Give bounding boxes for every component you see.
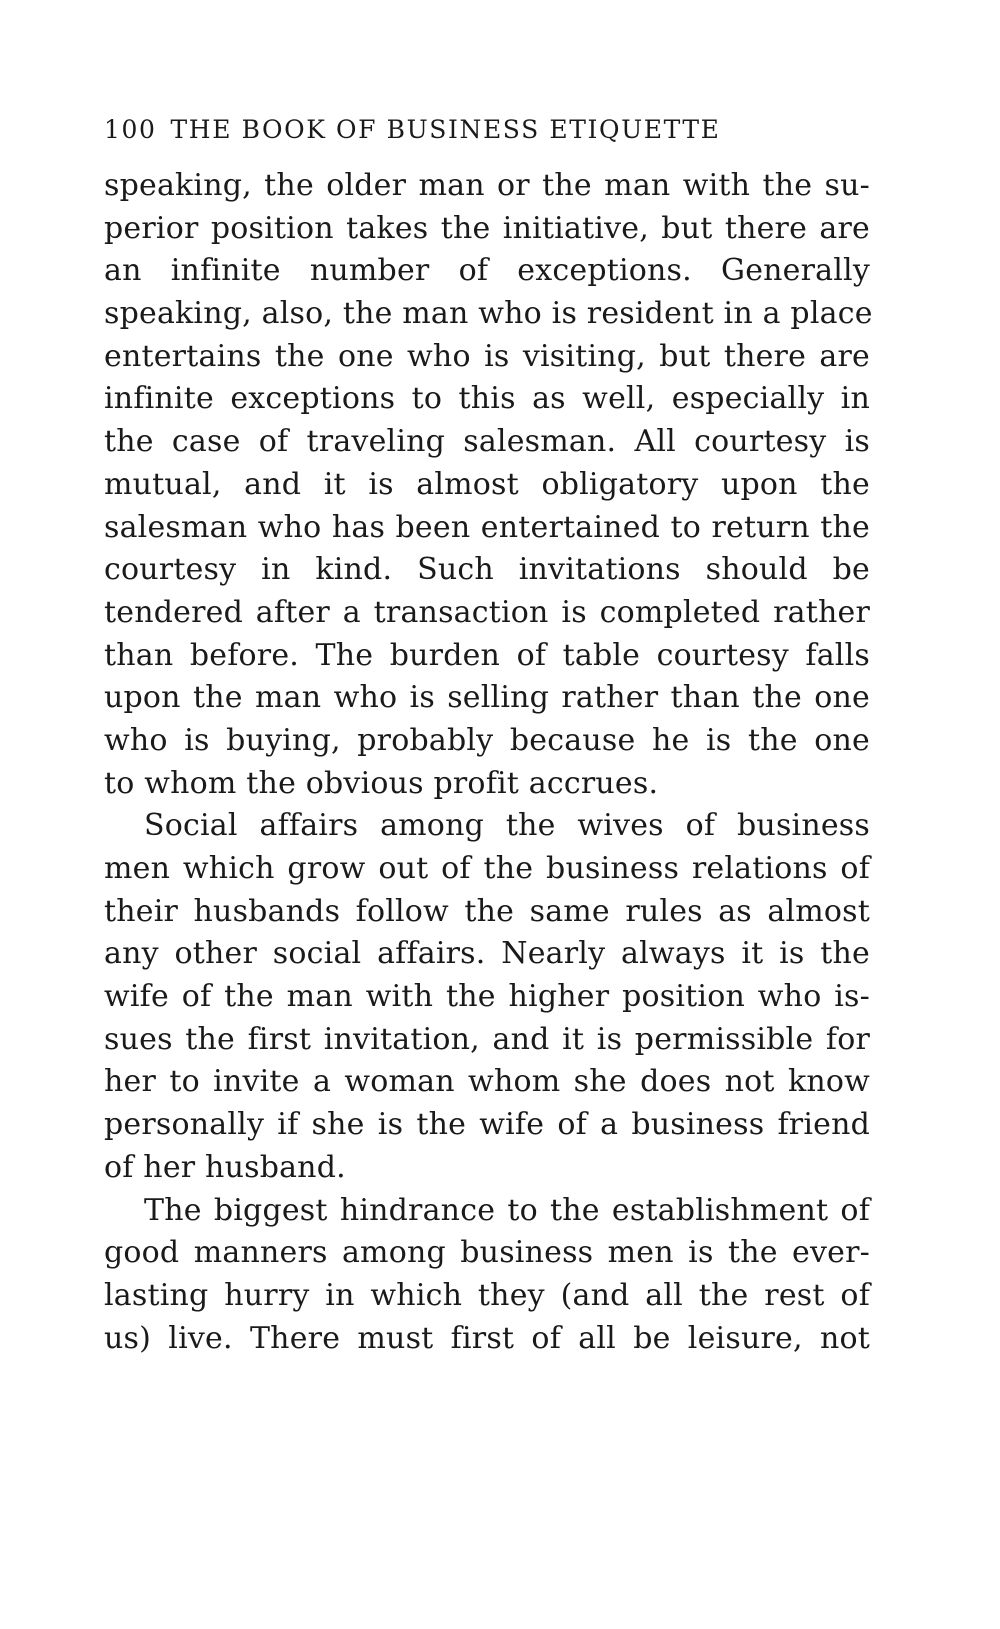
page-number: 100 [104, 115, 157, 144]
text-line: salesman who has been entertained to return the [104, 509, 870, 545]
text-line: personally if she is the wife of a business friend [104, 1107, 870, 1143]
text-line: any other social affairs. Nearly always it is the [104, 936, 870, 972]
text-line: speaking, also, the man who is resident in a place [104, 296, 873, 332]
text-line: to whom the obvious profit accrues. [104, 765, 659, 801]
text-line: Social affairs among the wives of business [144, 808, 870, 844]
running-title: THE BOOK OF BUSINESS ETIQUETTE [170, 115, 721, 144]
text-line: perior position takes the initiative, but there are [104, 210, 870, 246]
text-line: lasting hurry in which they (and all the rest of [104, 1277, 870, 1313]
text-line: wife of the man with the higher position who is- [104, 979, 870, 1015]
paragraph-1 [104, 165, 873, 805]
text-line: her to invite a woman whom she does not know [104, 1064, 870, 1100]
text-line: upon the man who is selling rather than the one [104, 680, 870, 716]
text-line: speaking, the older man or the man with the su- [104, 168, 870, 203]
text-line: mutual, and it is almost obligatory upon the [104, 466, 870, 502]
text-line: their husbands follow the same rules as almost [104, 893, 870, 929]
running-header [104, 112, 874, 148]
text-line: entertains the one who is visiting, but there are [104, 338, 870, 374]
text-line: The biggest hindrance to the establishment of [144, 1192, 870, 1228]
body-text [104, 165, 873, 1360]
text-line: who is buying, probably because he is the one [104, 722, 870, 758]
text-line: tendered after a transaction is completed rather [104, 594, 870, 630]
text-line: sues the first invitation, and it is permissible for [104, 1021, 870, 1057]
text-line: the case of traveling salesman. All courtesy is [104, 424, 870, 460]
paragraph-3 [104, 1190, 870, 1361]
paragraph-2 [104, 805, 870, 1189]
text-line: courtesy in kind. Such invitations should be [104, 552, 870, 588]
text-line: good manners among business men is the ever- [104, 1235, 870, 1271]
text-line: than before. The burden of table courtesy falls [104, 637, 870, 673]
text-line: an infinite number of exceptions. Generally [104, 253, 870, 289]
text-line: us) live. There must first of all be leisure, not [104, 1320, 870, 1356]
text-line: men which grow out of the business relations of [104, 851, 870, 886]
text-line: infinite exceptions to this as well, especially in [104, 381, 870, 417]
text-line: of her husband. [104, 1149, 346, 1185]
